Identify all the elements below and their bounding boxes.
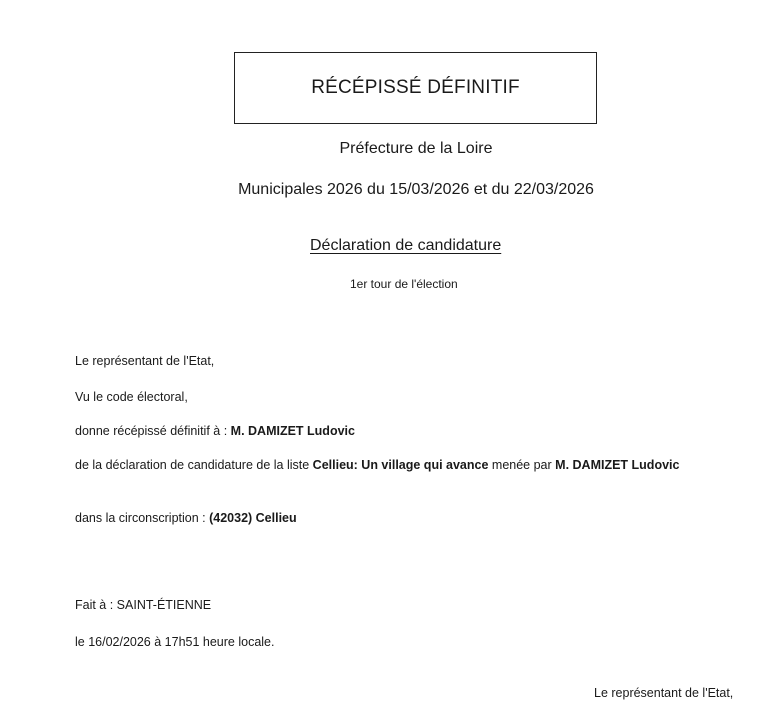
circonscription-prefix: dans la circonscription : [75,511,210,525]
representative-line: Le représentant de l'Etat, [75,354,215,368]
title-box [234,52,597,124]
section-heading: Déclaration de candidature [310,237,502,254]
signature-line: Le représentant de l'Etat, [594,686,734,700]
date-line: le 16/02/2026 à 17h51 heure locale. [75,635,275,649]
circonscription-line [75,510,297,527]
list-middle: menée par [488,458,556,472]
receipt-recipient-line [75,423,355,440]
election-line: Municipales 2026 du 15/03/2026 et du 22/03/2026 [238,181,594,198]
electoral-code-line: Vu le code électoral, [75,390,188,404]
list-prefix: de la déclaration de candidature de la liste [75,458,313,472]
list-leader-name: M. DAMIZET Ludovic [555,458,680,472]
prefecture-name: Préfecture de la Loire [339,140,493,157]
place-line: Fait à : SAINT-ÉTIENNE [75,598,212,612]
list-name: Cellieu: Un village qui avance [312,458,489,472]
circonscription-value: (42032) Cellieu [209,511,297,525]
recipient-prefix: donne récépissé définitif à : [75,424,231,438]
recipient-name: M. DAMIZET Ludovic [230,424,355,438]
election-round: 1er tour de l'élection [350,277,458,291]
list-declaration-line [75,457,755,474]
document-title: RÉCÉPISSÉ DÉFINITIF [311,77,520,98]
